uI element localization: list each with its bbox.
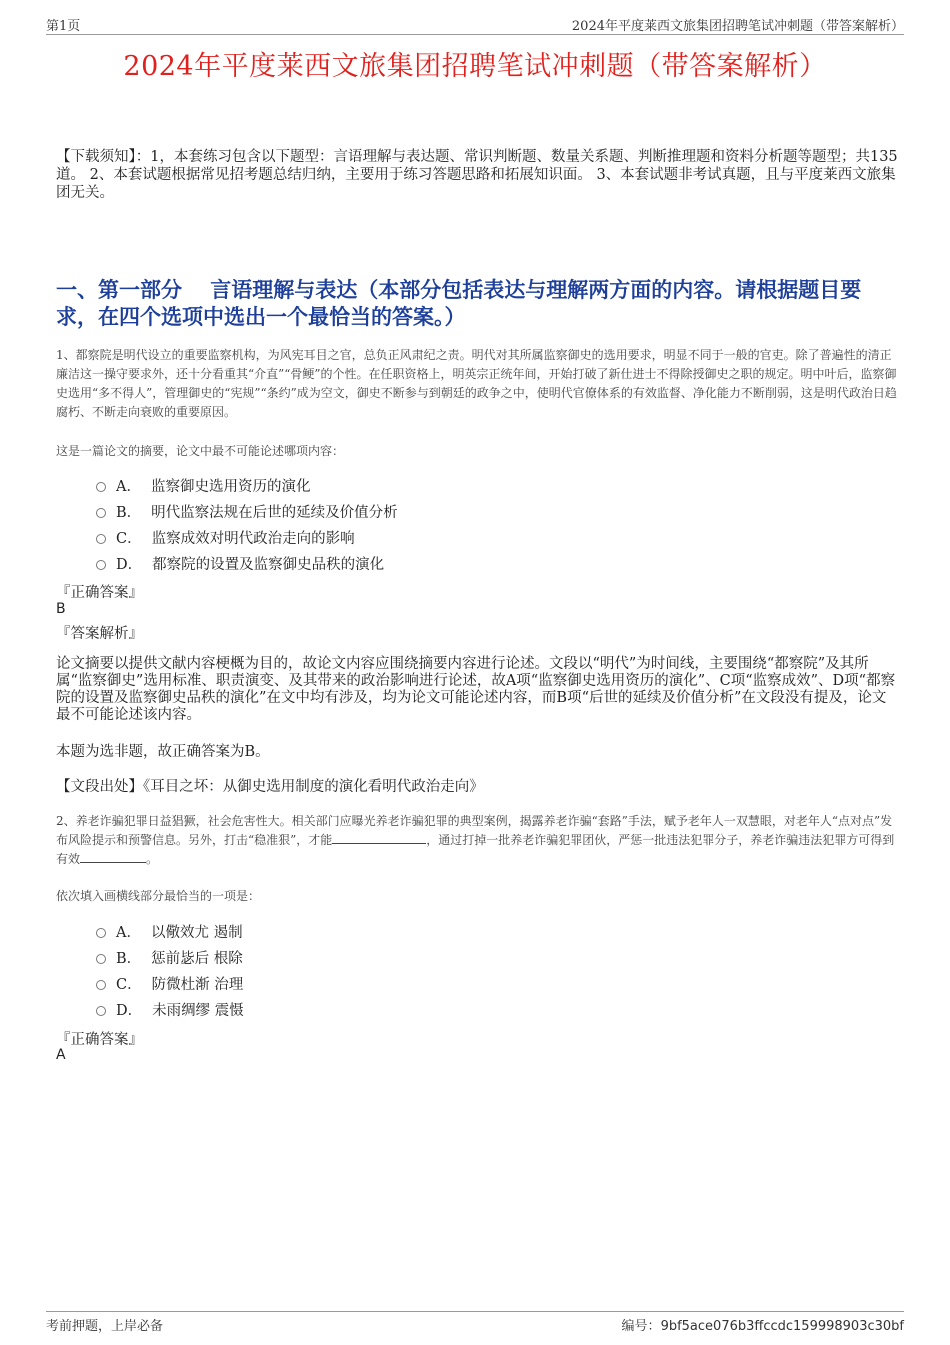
radio-icon[interactable] bbox=[96, 980, 106, 990]
question-2-option-a[interactable] bbox=[96, 918, 244, 944]
option-text: 以儆效尤 遏制 bbox=[150, 924, 243, 941]
question-2-option-c[interactable] bbox=[96, 970, 244, 996]
question-1-option-b[interactable] bbox=[96, 498, 398, 524]
page-footer bbox=[46, 1311, 904, 1332]
document-title: 2024年平度莱西文旅集团招聘笔试冲刺题（带答案解析） bbox=[123, 51, 827, 82]
option-letter: B． bbox=[116, 504, 142, 521]
header-doc-title: 2024年平度莱西文旅集团招聘笔试冲刺题（带答案解析） bbox=[571, 19, 904, 34]
question-1-answer-label: 『正确答案』 bbox=[56, 585, 143, 601]
question-2-prompt: 依次填入画横线部分最恰当的一项是： bbox=[56, 889, 261, 903]
question-1-option-d[interactable] bbox=[96, 550, 398, 576]
radio-icon[interactable] bbox=[96, 534, 106, 544]
option-letter: C． bbox=[116, 530, 142, 547]
option-text: 都察院的设置及监察御史品秩的演化 bbox=[152, 556, 385, 573]
question-1-prompt: 这是一篇论文的摘要，论文中最不可能论述哪项内容： bbox=[56, 444, 345, 458]
radio-icon[interactable] bbox=[96, 928, 106, 938]
question-1-option-a[interactable] bbox=[96, 472, 398, 498]
footer-slogan: 考前押题，上岸必备 bbox=[46, 1319, 164, 1334]
footer-code-label: 编号： bbox=[621, 1319, 661, 1334]
option-text: 惩前毖后 根除 bbox=[151, 950, 243, 967]
question-1-analysis-label: 『答案解析』 bbox=[56, 626, 143, 642]
download-notice: 【下载须知】：1，本套练习包含以下题型：言语理解与表达题、常识判断题、数量关系题、判断推理题和资料分析题等题型；共135道。 2、本套试题根据常见招考题总结归纳，主要用于练习答题思路和拓展知识面。 3、本套试题非考试真题，且与平度莱西文旅集团无关。 bbox=[56, 149, 898, 201]
question-2-passage-part-1: 2、养老诈骗犯罪日益猖獗，社会危害性大。相关部门应曝光养老诈骗犯罪的典型案例，揭露养老诈骗“套路”手法，赋予老年人一双慧眼，对老年人“点对点”发布风险提示和预警信息。另外，打击“稳准狠”，才能 bbox=[56, 814, 893, 847]
question-2-passage bbox=[56, 812, 898, 869]
radio-icon[interactable] bbox=[96, 1006, 106, 1016]
question-1-source: 【文段出处】《耳目之坏：从御史选用制度的演化看明代政治走向》 bbox=[56, 779, 484, 795]
page-header bbox=[46, 14, 904, 35]
radio-icon[interactable] bbox=[96, 560, 106, 570]
fill-blank-1 bbox=[332, 833, 426, 844]
option-letter: B． bbox=[116, 950, 142, 967]
page-number: 第1页 bbox=[46, 19, 81, 34]
question-2-answer: A bbox=[56, 1047, 66, 1063]
section-heading: 一、第一部分 言语理解与表达（本部分包括表达与理解两方面的内容。请根据题目要求，在四个选项中选出一个最恰当的答案。） bbox=[56, 277, 862, 329]
question-1-analysis: 论文摘要以提供文献内容梗概为目的，故论文内容应围绕摘要内容进行论述。文段以“明代”为时间线，主要围绕“都察院”及其所属“监察御史”选用标准、职责演变、及其带来的政治影响进行论述，故A项“监察御史选用资历的演化”、C项“监察成效”、D项“都察院的设置及监察御史品秩的演化”在文中均有涉及，均为论文可能论述内容，而B项“后世的延续及价值分析”在文段没有提及，论文最不可能论述该内容。 bbox=[56, 656, 896, 723]
option-text: 监察成效对明代政治走向的影响 bbox=[151, 530, 355, 547]
question-2-option-d[interactable] bbox=[96, 996, 244, 1022]
option-letter: A． bbox=[116, 924, 141, 941]
question-2-answer-label: 『正确答案』 bbox=[56, 1032, 143, 1048]
footer-code bbox=[622, 1315, 904, 1334]
radio-icon[interactable] bbox=[96, 482, 106, 492]
radio-icon[interactable] bbox=[96, 954, 106, 964]
option-text: 监察御史选用资历的演化 bbox=[150, 478, 311, 495]
question-2-passage-part-2: ，通过打掉一批养老诈骗犯罪团伙，严惩一批违法犯罪分子，养老诈骗违法犯罪方可得到有效 bbox=[56, 833, 895, 866]
question-1-passage: 1、都察院是明代设立的重要监察机构，为风宪耳目之官，总负正风肃纪之责。明代对其所属监察御史的选用要求，明显不同于一般的官吏。除了普遍性的清正廉洁这一操守要求外，还十分看重其“介直”“骨鲠”的个性。在任职资格上，明英宗正统年间，开始打破了新仕进士不得除授御史之职的规定。明中叶后，监察御史选用“多不得人”，管理御史的“宪规”“条约”成为空文，御史不断参与到朝廷的政争之中，使明代官僚体系的有效监督、净化能力不断削弱，这是明代政治日趋腐朽、不断走向衰败的重要原因。 bbox=[56, 348, 897, 419]
option-letter: A． bbox=[116, 478, 141, 495]
question-2-option-b[interactable] bbox=[96, 944, 244, 970]
option-text: 防微杜渐 治理 bbox=[151, 976, 244, 993]
fill-blank-2 bbox=[80, 852, 146, 863]
footer-code-value: 9bf5ace076b3ffccdc159998903c30bf bbox=[660, 1319, 904, 1334]
option-text: 明代监察法规在后世的延续及价值分析 bbox=[151, 504, 398, 521]
question-1-conclusion: 本题为选非题，故正确答案为B。 bbox=[56, 744, 270, 760]
question-1-option-c[interactable] bbox=[96, 524, 398, 550]
question-1-options bbox=[96, 472, 398, 576]
radio-icon[interactable] bbox=[96, 508, 106, 518]
question-2-passage-part-3: 。 bbox=[146, 852, 159, 866]
option-letter: D． bbox=[116, 556, 143, 573]
question-2-options bbox=[96, 918, 244, 1022]
question-1-answer: B bbox=[56, 601, 66, 617]
option-text: 未雨绸缪 震慑 bbox=[152, 1002, 244, 1019]
option-letter: C． bbox=[116, 976, 142, 993]
option-letter: D． bbox=[116, 1002, 143, 1019]
